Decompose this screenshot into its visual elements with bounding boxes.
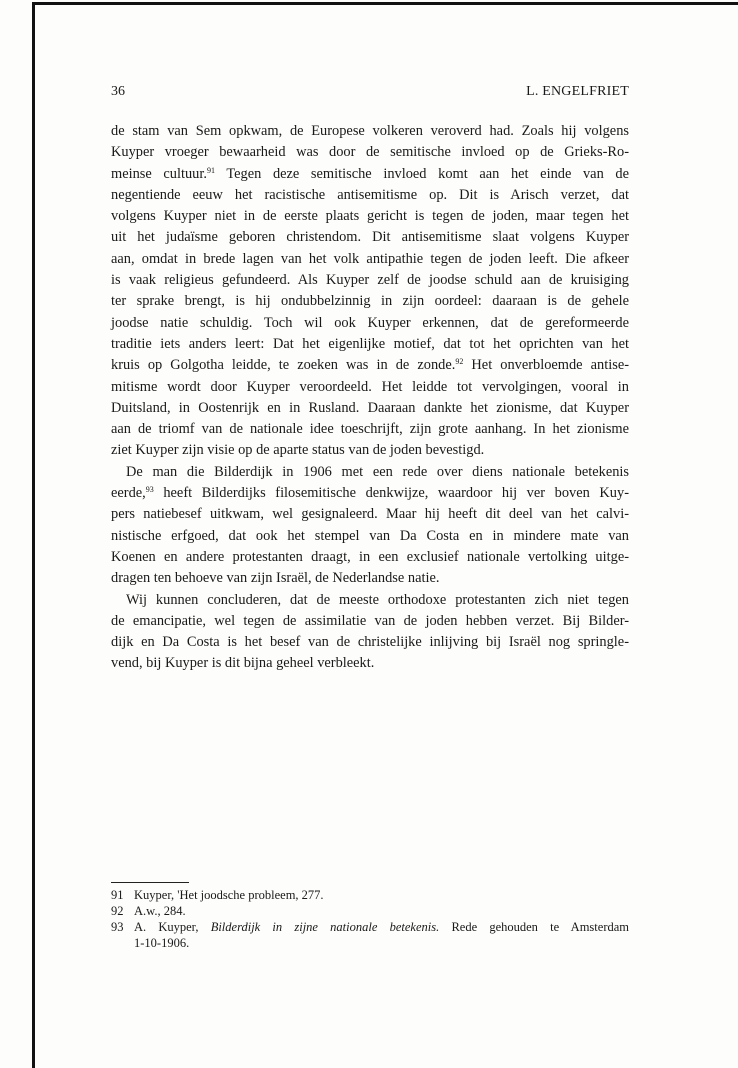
text-line: dragen ten behoeve van zijn Israël, de Nederlandse natie.: [111, 570, 440, 587]
text-line: dijk en Da Costa is het besef van de christelijke inlijving bij Israël nog springle-: [111, 634, 629, 651]
text-line: joodse natie schuldig. Toch wil ook Kuyper erkennen, dat de gereformeerde: [111, 314, 629, 331]
text-line: Kuyper vroeger bewaarheid was door de semitische invloed op de Grieks-Ro-: [111, 144, 629, 161]
scan-border-top: [33, 2, 738, 5]
footnote-ref-92[interactable]: 92: [455, 357, 464, 367]
text-line: kruis op Golgotha leidde, te zoeken was in de zonde.$^{92}$ Het onverbloemde antise-: [111, 357, 629, 374]
footnote-rule: [111, 882, 189, 883]
text-line: aan de triomf van de nationale idee toeschrijft, zijn grote aanhang. In het zionisme: [111, 421, 629, 438]
footnote-number: 92: [111, 904, 124, 918]
text-line: is vaak religieus gefundeerd. Als Kuyper zelf de joodse schuld aan de kruisiging: [111, 272, 629, 289]
footnote-ref-93[interactable]: 93: [145, 485, 154, 495]
scan-border-left: [32, 2, 35, 1068]
page-header: [111, 84, 629, 100]
text-line: de stam van Sem opkwam, de Europese volkeren veroverd had. Zoals hij volgens: [111, 123, 629, 139]
text-line: ter sprake brengt, is hij ondubbelzinnig in zijn oordeel: daaraan is de gehele: [111, 293, 629, 310]
footnote-text: A. Kuyper, Bilderdijk in zijne nationale betekenis. Rede gehouden te Amsterdam: [134, 920, 630, 934]
paragraph: [111, 590, 629, 675]
text-line: traditie iets anders leert: Dat het eigenlijke motief, dat tot het oprichten van het: [111, 335, 629, 352]
text-line: de emancipatie, wel tegen de assimilatie van de joden hebben verzet. Bij Bilder-: [111, 612, 629, 629]
footnote-number: 91: [111, 888, 124, 902]
text-line: De man die Bilderdijk in 1906 met een rede over diens nationale betekenis: [126, 463, 629, 480]
paragraph: [111, 462, 629, 590]
footnote-text-continued: 1-10-1906.: [134, 936, 190, 950]
text-line: pers natiebesef uitkwam, wel gesignaleerd. Maar hij heeft dit deel van het calvi-: [111, 506, 629, 523]
running-head: L. ENGELFRIET: [526, 84, 629, 99]
body-text: [111, 121, 629, 675]
page-number: 36: [111, 84, 125, 99]
book-title: Bilderdijk in zijne nationale betekenis.: [210, 920, 440, 934]
text-line: eerde,$^{93}$ heeft Bilderdijks filosemitische denkwijze, waardoor hij ver boven Kuy-: [111, 485, 629, 502]
text-line: negentiende eeuw het racistische antisemitisme op. Dit is Arisch verzet, dat: [111, 186, 629, 203]
footnote-ref-91[interactable]: 91: [206, 165, 215, 175]
text-line: Wij kunnen concluderen, dat de meeste orthodoxe protestanten zich niet tegen: [126, 591, 629, 608]
text-line: nistische erfgoed, dat ook het stempel van Da Costa en in mindere mate van: [111, 527, 629, 544]
text-line: aan, omdat in brede lagen van het volk antipathie tegen de joden leeft. Die afkeer: [111, 250, 629, 267]
text-line: vend, bij Kuyper is dit bijna geheel verbleekt.: [111, 655, 375, 672]
text-line: mitisme wordt door Kuyper veroordeeld. Het leidde tot vervolgingen, vooral in: [111, 378, 629, 395]
text-line: volgens Kuyper niet in de eerste plaats gericht is tegen de joden, maar tegen het: [111, 208, 629, 225]
paragraph: [111, 121, 629, 462]
footnote-93: [111, 919, 629, 951]
footnote-text: A.w., 284.: [134, 904, 186, 918]
footnotes: [111, 887, 629, 951]
footnote-92: [111, 903, 629, 919]
footnote-number: 93: [111, 920, 124, 934]
text-line: uit het judaïsme geboren christendom. Dit antisemitisme slaat volgens Kuyper: [111, 229, 629, 246]
text-line: Koenen en andere protestanten draagt, in een exclusief nationale vertolking uitge-: [111, 548, 629, 565]
footnote-91: [111, 887, 629, 903]
footnote-text: Kuyper, 'Het joodsche probleem, 277.: [134, 888, 324, 902]
text-line: ziet Kuyper zijn visie op de aparte status van de joden bevestigd.: [111, 442, 485, 459]
text-line: meinse cultuur.$^{91}$ Tegen deze semitische invloed komt aan het einde van de: [111, 165, 629, 182]
text-line: Duitsland, in Oostenrijk en in Rusland. Daaraan dankte het zionisme, dat Kuyper: [111, 399, 629, 416]
